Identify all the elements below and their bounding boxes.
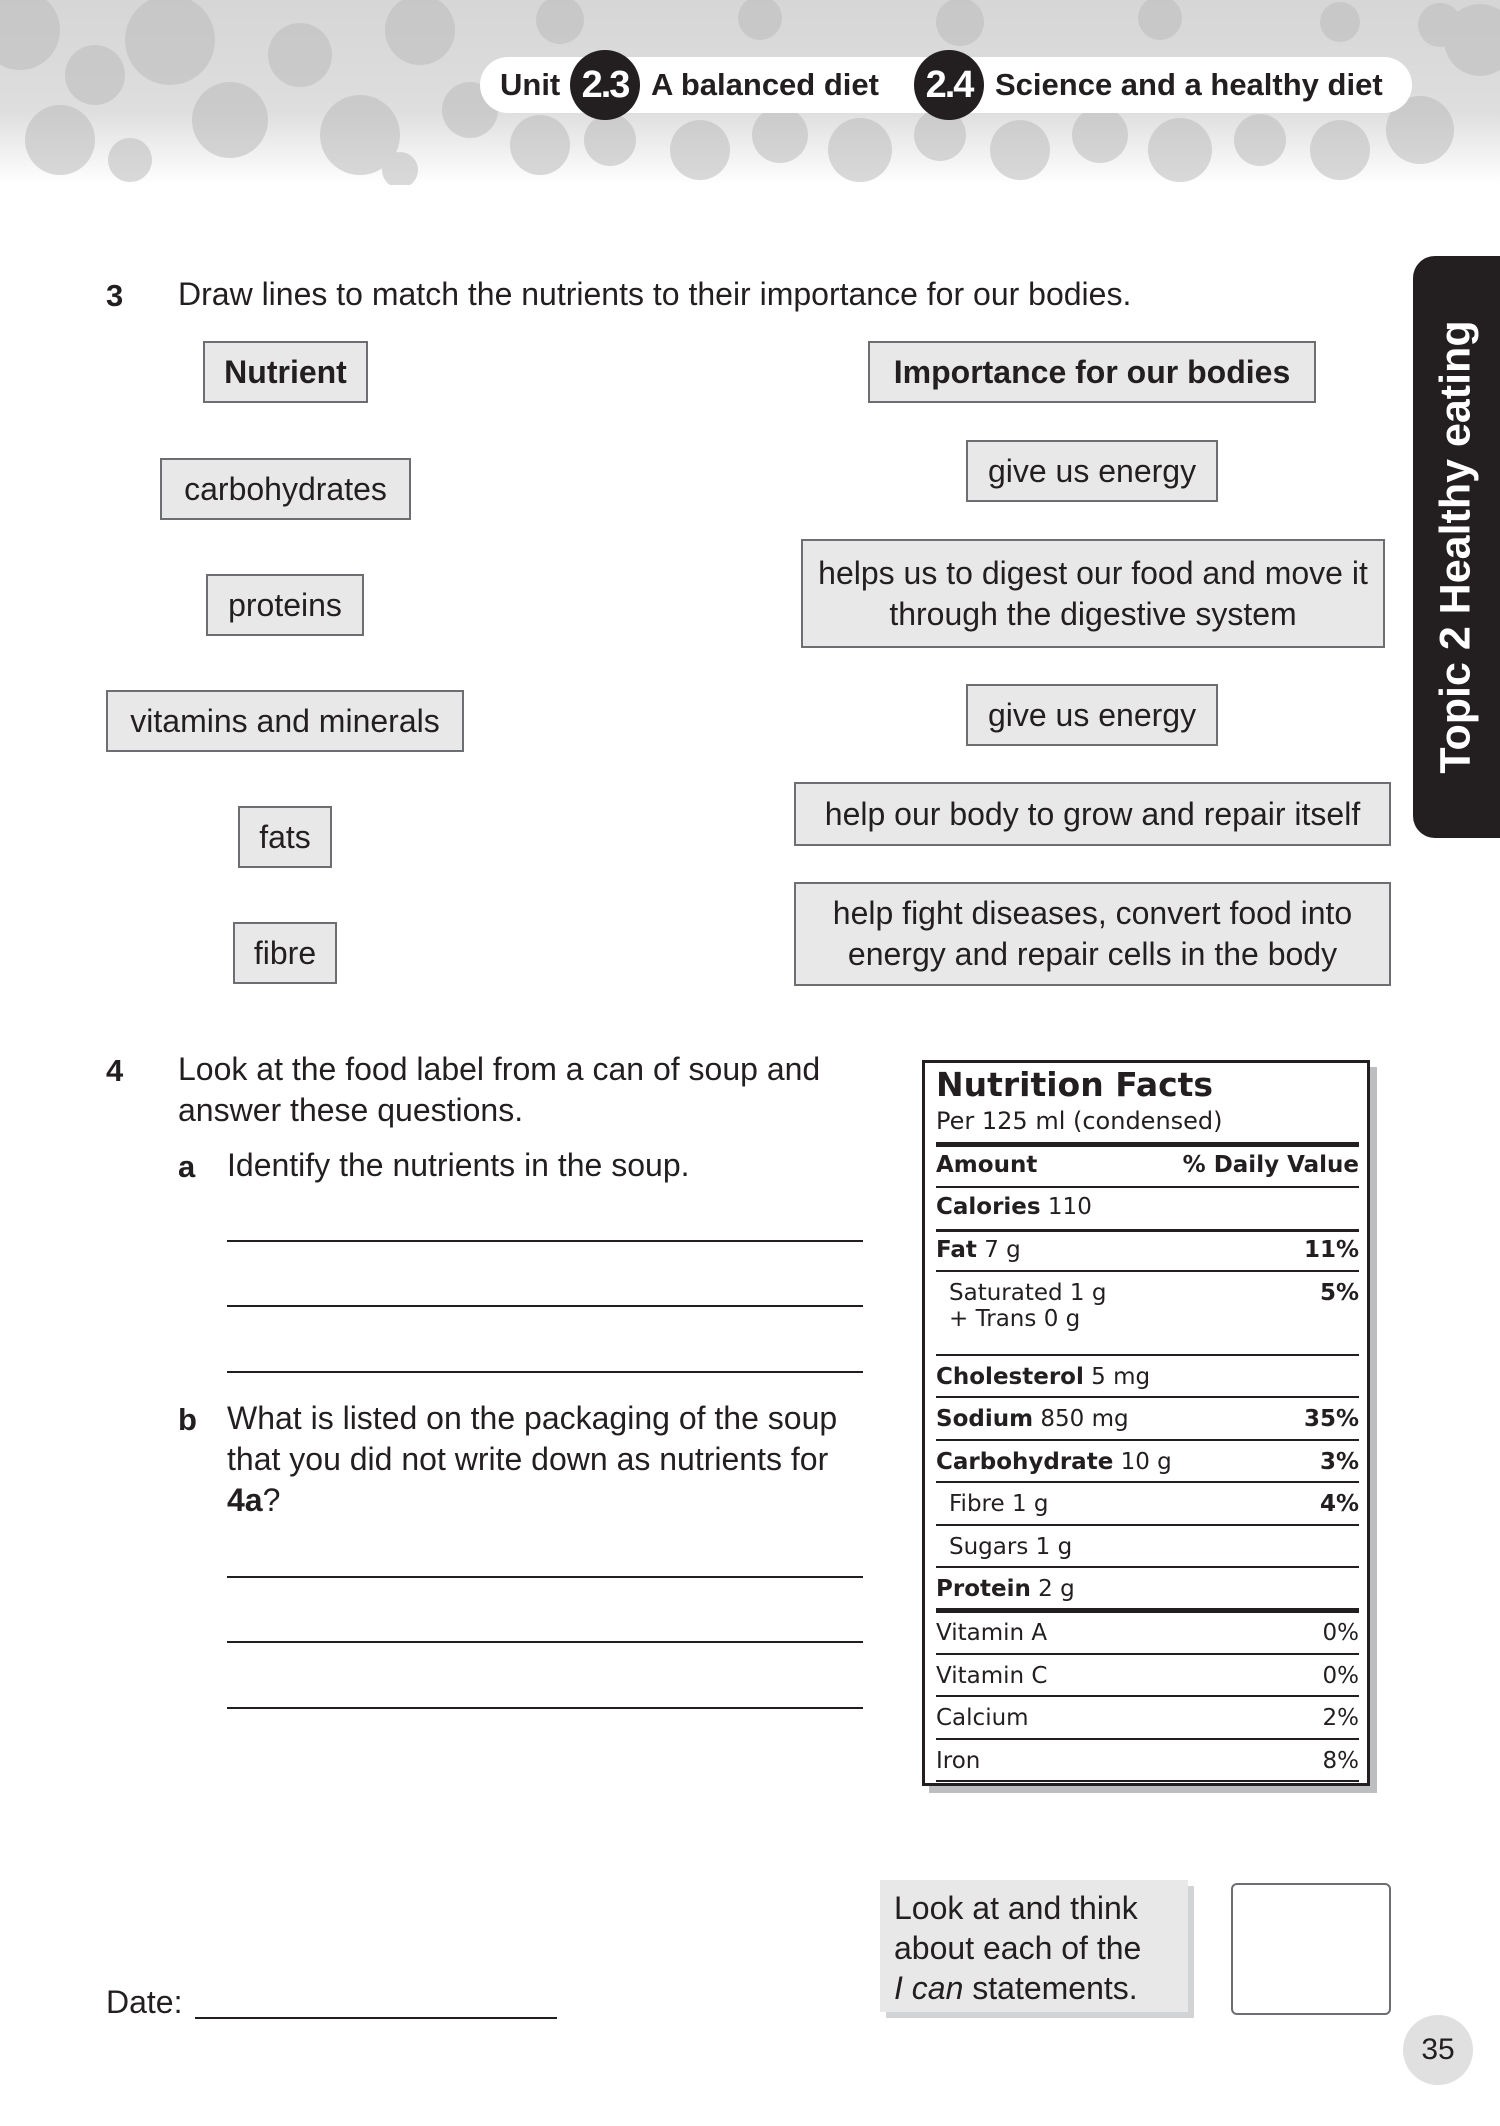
nf-row-protein: Protein 2 g [936,1576,1075,1602]
date-label: Date: [106,1984,183,2020]
part-a-text: Identify the nutrients in the soup. [227,1147,690,1183]
answer-line-b-1[interactable] [227,1576,863,1578]
nf-row-fat: Fat 7 g 11% [936,1237,1359,1263]
nf-row-carbohydrate: Carbohydrate 10 g 3% [936,1448,1359,1475]
part-b-text: What is listed on the packaging of the soup that you did not write down as nutrients for 4a? [227,1400,838,1518]
importance-box-digest[interactable]: helps us to digest our food and move it through the digestive system [801,539,1385,648]
nutrient-box-proteins[interactable]: proteins [206,574,364,636]
answer-line-a-2[interactable] [227,1305,863,1307]
nf-rule [936,1481,1359,1483]
nutrition-facts-label [922,1060,1370,1786]
nutrient-box-fibre[interactable]: fibre [233,922,337,984]
unit-title-science-healthy-diet: Science and a healthy diet [995,67,1383,102]
calories-row: Calories 110 [936,1194,1092,1220]
nf-row-cholesterol: Cholesterol 5 mg [936,1363,1151,1390]
nf-rule [936,1186,1359,1188]
nutrition-facts-title: Nutrition Facts [936,1065,1214,1104]
nf-rule [936,1780,1359,1782]
nf-row-saturated: Saturated 1 g 5% [949,1279,1359,1306]
nf-rule [936,1354,1359,1356]
nf-vitamin-row-calcium: Calcium 2% [936,1705,1359,1731]
answer-line-a-1[interactable] [227,1240,863,1242]
part-b-letter: b [178,1402,197,1437]
nf-rule [936,1524,1359,1526]
i-can-note [880,1880,1188,2012]
nf-vitamin-row-iron: Iron 8% [936,1747,1359,1774]
nf-row-sugars: Sugars 1 g [949,1533,1073,1560]
nf-rule [936,1738,1359,1740]
nf-vitamin-row-vitaminc: Vitamin C 0% [936,1662,1359,1689]
nf-rule [936,1653,1359,1655]
nutrient-box-carbohydrates[interactable]: carbohydrates [160,458,411,520]
topic-side-tab [1413,256,1500,838]
answer-line-a-3[interactable] [227,1371,863,1373]
nf-row-sodium: Sodium 850 mg 35% [936,1406,1359,1432]
nutrient-box-fats[interactable]: fats [238,806,332,868]
question-3-number: 3 [106,278,124,313]
unit-label: Unit [500,67,561,102]
daily-value-header: % Daily Value [1182,1152,1359,1178]
page-number: 35 [1403,2015,1473,2085]
serving-size: Per 125 ml (condensed) [936,1107,1223,1135]
question-4-number: 4 [106,1053,124,1088]
nf-rule [936,1229,1359,1232]
self-assessment-box[interactable] [1231,1883,1391,2015]
importance-box-energy-1[interactable]: give us energy [966,440,1218,502]
nf-rule [936,1396,1359,1398]
nf-rule-thick [936,1142,1359,1147]
i-can-note-text: Look at and think about each of the I can statements. [894,1890,1142,2006]
question-3-prompt: Draw lines to match the nutrients to their importance for our bodies. [178,276,1132,312]
answer-line-b-3[interactable] [227,1707,863,1709]
unit-badge-2-4: 2.4 [914,50,984,120]
importance-box-fight-diseases[interactable]: help fight diseases, convert food into energy and repair cells in the body [794,882,1391,986]
nf-rule [936,1270,1359,1272]
answer-line-b-2[interactable] [227,1641,863,1643]
nf-rule [936,1439,1359,1441]
nf-header-row [936,1152,1359,1178]
nf-rule [936,1566,1359,1568]
question-4-prompt: Look at the food label from a can of soup and answer these questions. [178,1051,821,1128]
nf-row-trans: + Trans 0 g [949,1305,1081,1332]
nutrient-box-vitamins-minerals[interactable]: vitamins and minerals [106,690,464,752]
nf-rule [936,1695,1359,1697]
amount-header: Amount [936,1152,1038,1178]
topic-label: Topic 2 Healthy eating [1431,320,1480,774]
importance-box-energy-2[interactable]: give us energy [966,684,1218,746]
nf-vitamin-row-vitamina: Vitamin A 0% [936,1620,1359,1646]
importance-box-grow-repair[interactable]: help our body to grow and repair itself [794,782,1391,846]
date-line[interactable] [195,2017,557,2019]
unit-title-balanced-diet: A balanced diet [651,67,879,102]
unit-badge-2-3: 2.3 [570,50,640,120]
part-a-letter: a [178,1149,196,1184]
nutrient-header: Nutrient [203,341,368,403]
nf-rule-thick [936,1608,1359,1613]
nf-row-fibre: Fibre 1 g 4% [949,1491,1359,1517]
importance-header: Importance for our bodies [868,341,1316,403]
